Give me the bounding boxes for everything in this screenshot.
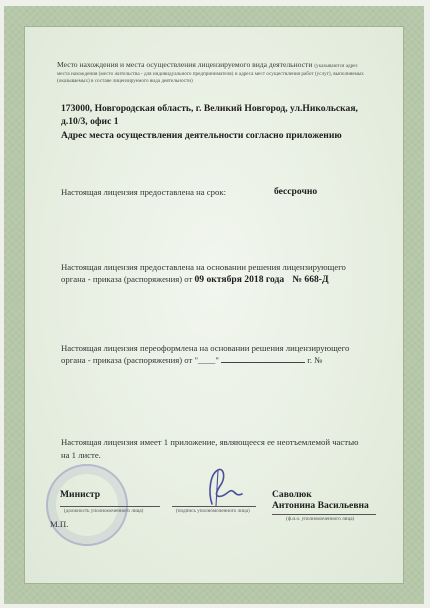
reissue-number-label: г. № — [307, 355, 323, 365]
signature-scribble — [194, 462, 254, 508]
appendix-line-2: на 1 листе. — [61, 450, 101, 460]
name-underline — [272, 514, 376, 515]
location-heading-text: Место нахождения и места осуществления лицензируемого вида деятельности — [57, 60, 313, 69]
location-heading-note: (указываются адрес — [314, 63, 358, 69]
basis-number: № 668-Д — [292, 274, 329, 285]
signatory-position: Министр — [60, 489, 101, 500]
address-line-1: 173000, Новгородская область, г. Великий Новгород, ул.Никольская, — [61, 103, 358, 114]
term-label: Настоящая лицензия предоставлена на срок: — [61, 187, 226, 197]
position-caption: (должность уполномоченного лица) — [64, 508, 144, 514]
official-stamp — [46, 464, 128, 546]
reissue-line-2 — [61, 355, 323, 365]
stamp-label: М.П. — [50, 519, 69, 529]
appendix-line-1: Настоящая лицензия имеет 1 приложение, являющееся ее неотъемлемой частью — [61, 437, 359, 447]
address-line-2: д.10/3, офис 1 — [61, 116, 119, 127]
signature-caption: (подпись уполномоченного лица) — [176, 508, 250, 514]
basis-line-1: Настоящая лицензия предоставлена на основании решения лицензирующего — [61, 262, 346, 272]
term-value: бессрочно — [274, 186, 318, 197]
reissue-line-2-prefix: органа - приказа (распоряжения) от — [61, 355, 193, 365]
location-note-line2: места нахождения (место жительства - для индивидуального предпринимателя) и адреса мест осуществления работ (услуг), выполняемых — [57, 71, 364, 77]
basis-date: 09 октября 2018 года — [194, 274, 285, 285]
signature-underline — [172, 506, 256, 507]
reissue-date-blank: "____" — [194, 355, 219, 365]
address-line-3: Адрес места осуществления деятельности согласно приложению — [61, 130, 342, 141]
name-caption: (ф.и.о. уполномоченного лица) — [286, 516, 355, 522]
location-heading — [57, 60, 397, 69]
signatory-given-names: Антонина Васильевна — [272, 500, 369, 511]
license-sheet — [4, 6, 424, 604]
reissue-line-1: Настоящая лицензия переоформлена на основании решения лицензирующего — [61, 343, 350, 353]
basis-line-2 — [61, 274, 329, 285]
reissue-blank-line — [221, 362, 305, 363]
location-note-line3: (оказываемых) в составе лицензируемого вида деятельности) — [57, 78, 193, 84]
basis-line-2-prefix: органа - приказа (распоряжения) от — [61, 274, 193, 284]
signatory-surname: Саволюк — [272, 489, 312, 500]
position-underline — [60, 506, 160, 507]
